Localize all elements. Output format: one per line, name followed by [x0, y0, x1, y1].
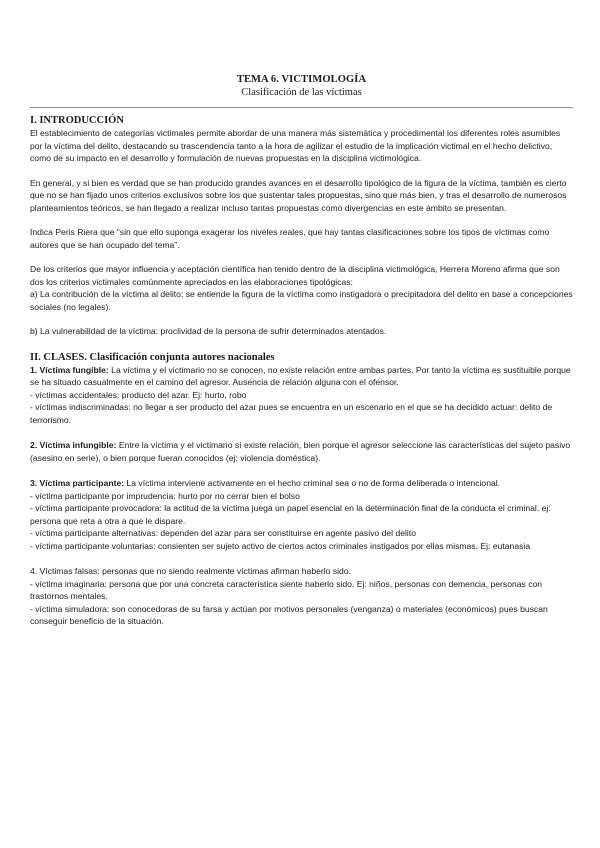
list-item	[30, 364, 573, 389]
item-text: La víctima y el victimario no se conocen, no existe relación entre ambas partes. Por tanto la víctima es sustituible porque se ha situado casualmente en el camino del agresor. Ausencia de relación alguna con el ofensor.	[30, 364, 571, 387]
item-text: La víctima interviene activamente en el hecho criminal sea o no de forma deliberada o intencional.	[124, 478, 501, 488]
section-clases	[30, 351, 573, 628]
paragraph: En general, y si bien es verdad que se han producido grandes avances en el desarrollo tipológico de la figura de la víctima, también es cierto que no se han fijado unos criterios exclusivos sobre los que sustentar tales propuestas, sino que más bien, y tras el desarrollo de numerosos planteamientos teóricos, se han llegado a realizar incluso tantas propuestas como divergencias en este ámbito se presentan.	[30, 177, 567, 213]
document-title: TEMA 6. VICTIMOLOGÍA	[236, 74, 367, 85]
section-heading: I. INTRODUCCIÓN	[30, 115, 124, 126]
list-item: 4. Víctimas falsas: personas que no siendo realmente víctimas afirman haberlo sido.	[30, 566, 351, 576]
sub-item: - víctima imaginaria: persona que por una concreta característica siente haberlo sido. Ej: niños, personas con demencia, personas con trastornos mentales.	[30, 578, 543, 601]
item-lead: 2. Víctima infungible:	[30, 440, 117, 450]
sub-item: - víctima simuladora: son conocedoras de su farsa y actúan por motivos personales (venganza) o materiales (económicos) pues buscan conseguir beneficio de la situación.	[30, 603, 548, 626]
sub-item: - víctima participante voluntarias: consienten ser sujeto activo de ciertos actos criminales instigados por ellas mismas. Ej: eutanasia	[30, 540, 531, 551]
sub-item: - víctima participante alternativas: dependen del azar para ser constituirse en agente pasivo del delito	[30, 528, 416, 538]
paragraph: a) La contribución de la víctima al delito: se entiende la figura de la víctima como instigadora o precipitadora del delito en base a concepciones sociales (no legales).	[30, 289, 573, 312]
item-lead: 1. Víctima fungible:	[30, 364, 109, 375]
document-header	[30, 0, 573, 99]
paragraph: De los criterios que mayor influencia y aceptación científica han tenido dentro de la disciplina victimológica, Herrera Moreno afirma que son dos los criterios victimales comúnmente apreciados en las elaboraciones tipológicas:	[30, 264, 560, 287]
sub-item: - víctima participante por imprudencia: hurto por no cerrar bien el bolso	[30, 490, 300, 501]
list-item	[30, 439, 573, 464]
list-item	[30, 477, 573, 490]
section-introduccion	[30, 114, 573, 338]
item-text: Entre la víctima y el victimario sí existe relación, bien porque el agresor seleccione las características del sujeto pasivo (asesino en serie), o bien porque fueran conocidos (ej: violencia doméstica).	[30, 440, 571, 463]
sub-item: - víctimas indiscriminadas: no llegar a ser producto del azar pues se encuentra en un escenario en el que se ha decidido actuar: delito de terrorismo.	[30, 402, 553, 425]
document-subtitle: Clasificación de las víctimas	[241, 87, 362, 98]
paragraph: b) La vulnerabilidad de la víctima: proclividad de la persona de sufrir determinados atentados.	[30, 326, 387, 336]
document-page	[30, 0, 573, 628]
sub-item: - víctimas accidentales: producto del azar. Ej: hurto, robo	[30, 389, 247, 400]
paragraph: El establecimiento de categorías victimales permite abordar de una manera más sistemática y procedimental los diferentes roles asumibles por la víctima del delito, destacando su trascendencia tanto a la hora de agilizar el estudio de la implicación victimal en el hecho delictivo, como de su impacto en el desarrollo y formulación de nuevas propuestas en la disciplina victimológica.	[30, 128, 561, 163]
sub-item: - víctima participante provocadora: la actitud de la víctima juega un papel esencial en la determinación final de la conducta el criminal. ej: persona que reta a otra a que le dispare.	[30, 503, 551, 526]
section-heading: II. CLASES. Clasificación conjunta autores nacionales	[30, 351, 275, 363]
header-divider	[30, 107, 573, 108]
item-lead: 3. Víctima participante:	[30, 478, 125, 488]
paragraph: Indica Peris Riera que “sin que ello suponga exagerar los niveles reales, que hay tantas clasificaciones sobre los tipos de víctimas como autores que se han ocupado del tema”.	[30, 227, 550, 250]
